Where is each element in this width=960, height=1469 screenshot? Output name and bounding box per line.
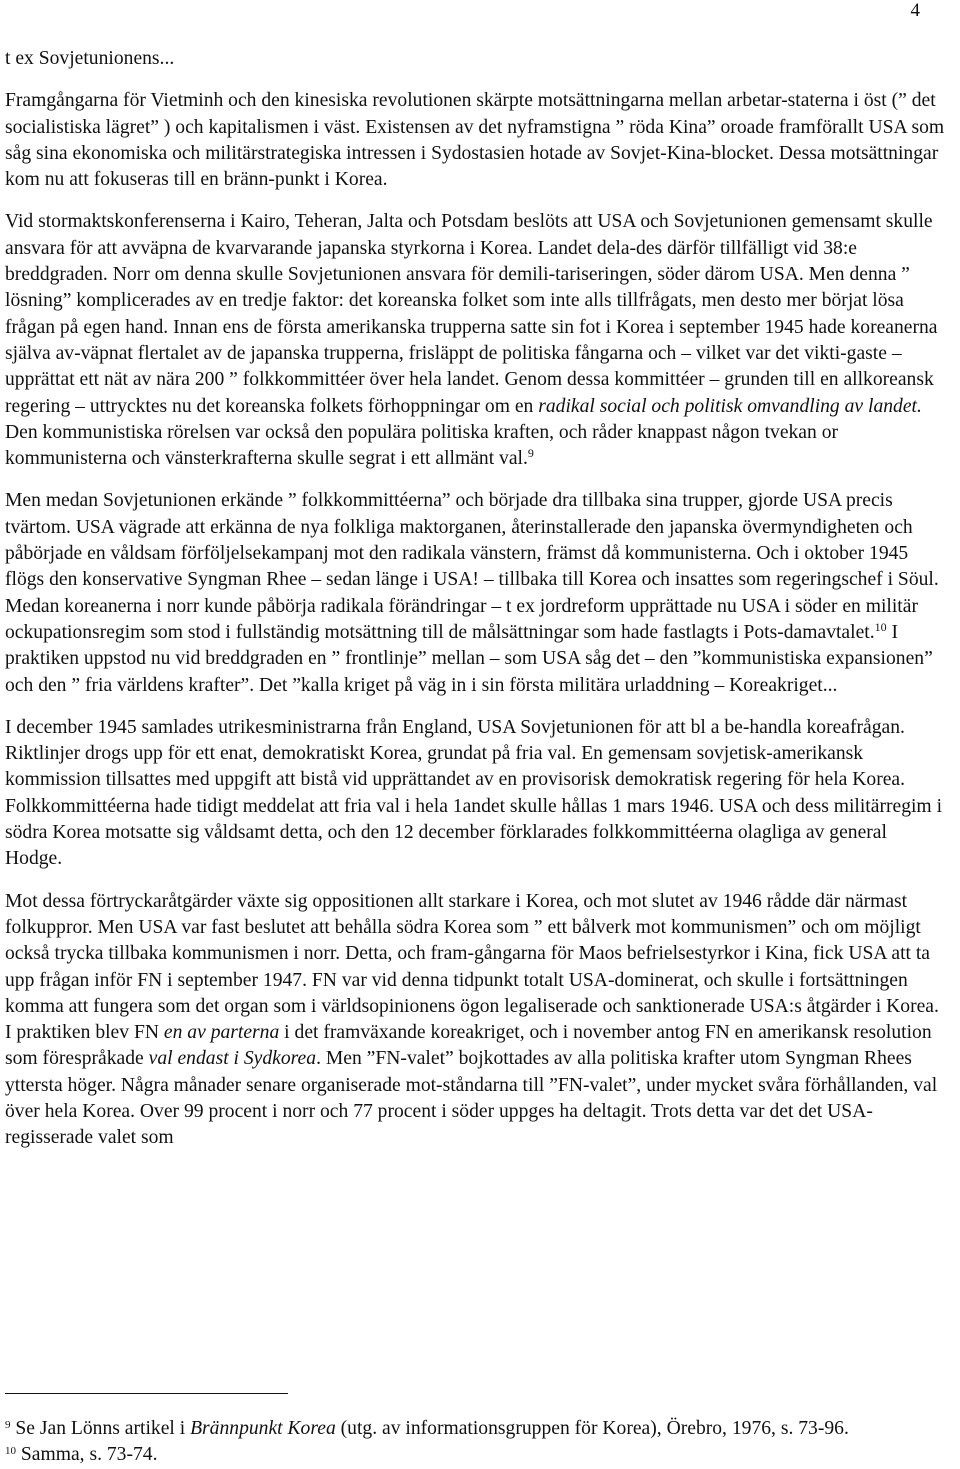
- footnotes: [5, 1416, 945, 1469]
- body-text: [5, 46, 945, 1152]
- text-segment: i det framväxande koreakriget, och i november antog FN en amerikansk resolution som förespråkade: [5, 1022, 932, 1070]
- text-segment: . Men ”FN-valet” bojkottades av alla politiska krafter utom Syngman Rhees yttersta höger. Några månader senare organiserade mot-ståndarna till ”FN-valet”, under mycket svåra förhållanden, val över hela Korea. Over 99 procent i norr och 77 procent i söder uppges ha deltagit. Trots detta var det det USA-regisserade valet som: [5, 1048, 938, 1149]
- footnote-text: Se Jan Lönns artikel i: [10, 1418, 191, 1439]
- italic-text-segment: val endast i Sydkorea: [148, 1048, 317, 1070]
- text-segment: Framgångarna för Vietminh och den kinesiska revolutionen skärpte motsättningarna mellan arbetar-staterna i öst (” det socialistiska lägret” ) och kapitalismen i väst. Existensen av det nyframstigna ” röda Kina” oroade framförallt USA som såg sina ekonomiska och militärstrategiska intressen i Sydostasien hotade av Sovjet-Kina-blocket. Dessa motsättningar kom nu att fokuseras till en bränn-punkt i Korea.: [5, 90, 945, 191]
- footnote-divider: [5, 1393, 288, 1394]
- text-segment: Mot dessa förtryckaråtgärder växte sig oppositionen allt starkare i Korea, och mot slutet av 1946 rådde där närmast folkuppror. Men USA var fast beslutet att behålla södra Korea som ” ett bålverk mot kommunismen” och om möjligt också trycka tillbaka kommunismen i norr. Detta, och fram-gångarna för Maos befrielsestyrkor i Kina, fick USA att ta upp frågan inför FN i september 1947. FN var vid denna tidpunkt totalt USA-dominerat, och skulle i fortsättningen komma att fungera som det organ som i världsopinionens ögon legaliserade och sanktionerade USA:s åtgärder i Korea. I praktiken blev FN: [5, 890, 939, 1044]
- text-segment: t ex Sovjetunionens...: [5, 48, 175, 69]
- italic-text-segment: radikal social och politisk omvandling av landet.: [538, 395, 922, 417]
- page-number: 4: [910, 0, 920, 21]
- footnote-number: 9: [5, 1419, 11, 1431]
- italic-text-segment: en av parterna: [163, 1022, 280, 1044]
- footnote-10: [5, 1442, 945, 1468]
- text-segment: Men medan Sovjetunionen erkände ” folkkommittéerna” och började dra tillbaka sina trupper, gjorde USA precis tvärtom. USA vägrade att erkänna de nya folkliga maktorganen, återinstallerade den japanska övermyndigheten och påbörjade en våldsam förföljelsekampanj mot den radikala vänstern, främst då kommunisterna. Och i oktober 1945 flögs den konservative Syngman Rhee – sedan länge i USA! – tillbaka till Korea och insattes som regeringschef i Söul. Medan koreanerna i norr kunde påbörja radikala förändringar – t ex jordreform upprättade nu USA i söder en militär ockupationsregim som stod i fullständig motsättning till de målsättningar som hade fastlagts i Pots-damavtalet.: [5, 490, 939, 643]
- text-segment: Den kommunistiska rörelsen var också den populära politiska kraften, och råder knappast någon tvekan or kommunisterna och vänsterkrafterna skulle segrat i ett allmänt val.: [5, 421, 839, 470]
- paragraph-3: [5, 209, 945, 472]
- text-segment: I december 1945 samlades utrikesministrarna från England, USA Sovjetunionen för att bl a be-handla koreafrågan. Riktlinjer drogs upp för ett enat, demokratiskt Korea, grundat på fria val. En gemensam sovjetisk-amerikansk kommission tillsattes med uppgift att bistå vid upprättandet av en provisorisk demokratisk regering för hela Korea. Folkkommittéerna hade tidigt meddelat att fria val i hela 1andet skulle hållas 1 mars 1946. USA och dess militärregim i södra Korea motsatte sig våldsamt detta, och den 12 december förklarades folkkommittéerna olagliga av general Hodge.: [5, 716, 943, 870]
- text-segment: Vid stormaktskonferenserna i Kairo, Teheran, Jalta och Potsdam beslöts att USA och Sovjetunionen gemensamt skulle ansvara för att avväpna de kvarvarande japanska styrkorna i Korea. Landet dela-des därför tillfälligt vid 38:e breddgraden. Norr om denna skulle Sovjetunionen ansvara för demili-tariseringen, söder därom USA. Men denna ” lösning” komplicerades av en tredje faktor: det koreanska folket som inte alls tillfrågats, men desto mer börjat lösa frågan på egen hand. Innan ens de första amerikanska trupperna satte sin fot i Korea i september 1945 hade koreanerna själva av-väpnat flertalet av de japanska trupperna, frisläppt de politiska fångarna och – vilket var det vikti-gaste – upprättat ett nät av nära 200 ” folkkommittéer över hela landet. Genom dessa kommittéer – grunden till en allkoreansk regering – uttrycktes nu det koreanska folkets förhoppningar om en: [5, 211, 938, 417]
- paragraph-6: [5, 889, 945, 1152]
- footnote-italic-title: Brännpunkt Korea: [190, 1418, 336, 1439]
- footnote-ref-10: 10: [874, 619, 887, 634]
- footnote-ref-9: 9: [527, 446, 534, 461]
- footnote-text: Samma, s. 73-74.: [16, 1444, 158, 1466]
- paragraph-4: [5, 488, 945, 698]
- text-segment: I praktiken uppstod nu vid breddgraden en ” frontlinje” mellan – som USA såg det – den ”kommunistiska expansionen” och den ” fria världens krafter”. Det ”kalla kriget på väg in i sin första militära urladdning – Koreakriget...: [5, 621, 933, 696]
- paragraph-2: [5, 88, 945, 193]
- footnote-text: (utg. av informationsgruppen för Korea), Örebro, 1976, s. 73-96.: [335, 1418, 849, 1439]
- paragraph-5: [5, 715, 945, 873]
- footnote-9: [5, 1416, 945, 1442]
- footnote-number: 10: [5, 1445, 16, 1458]
- paragraph-1: [5, 46, 945, 72]
